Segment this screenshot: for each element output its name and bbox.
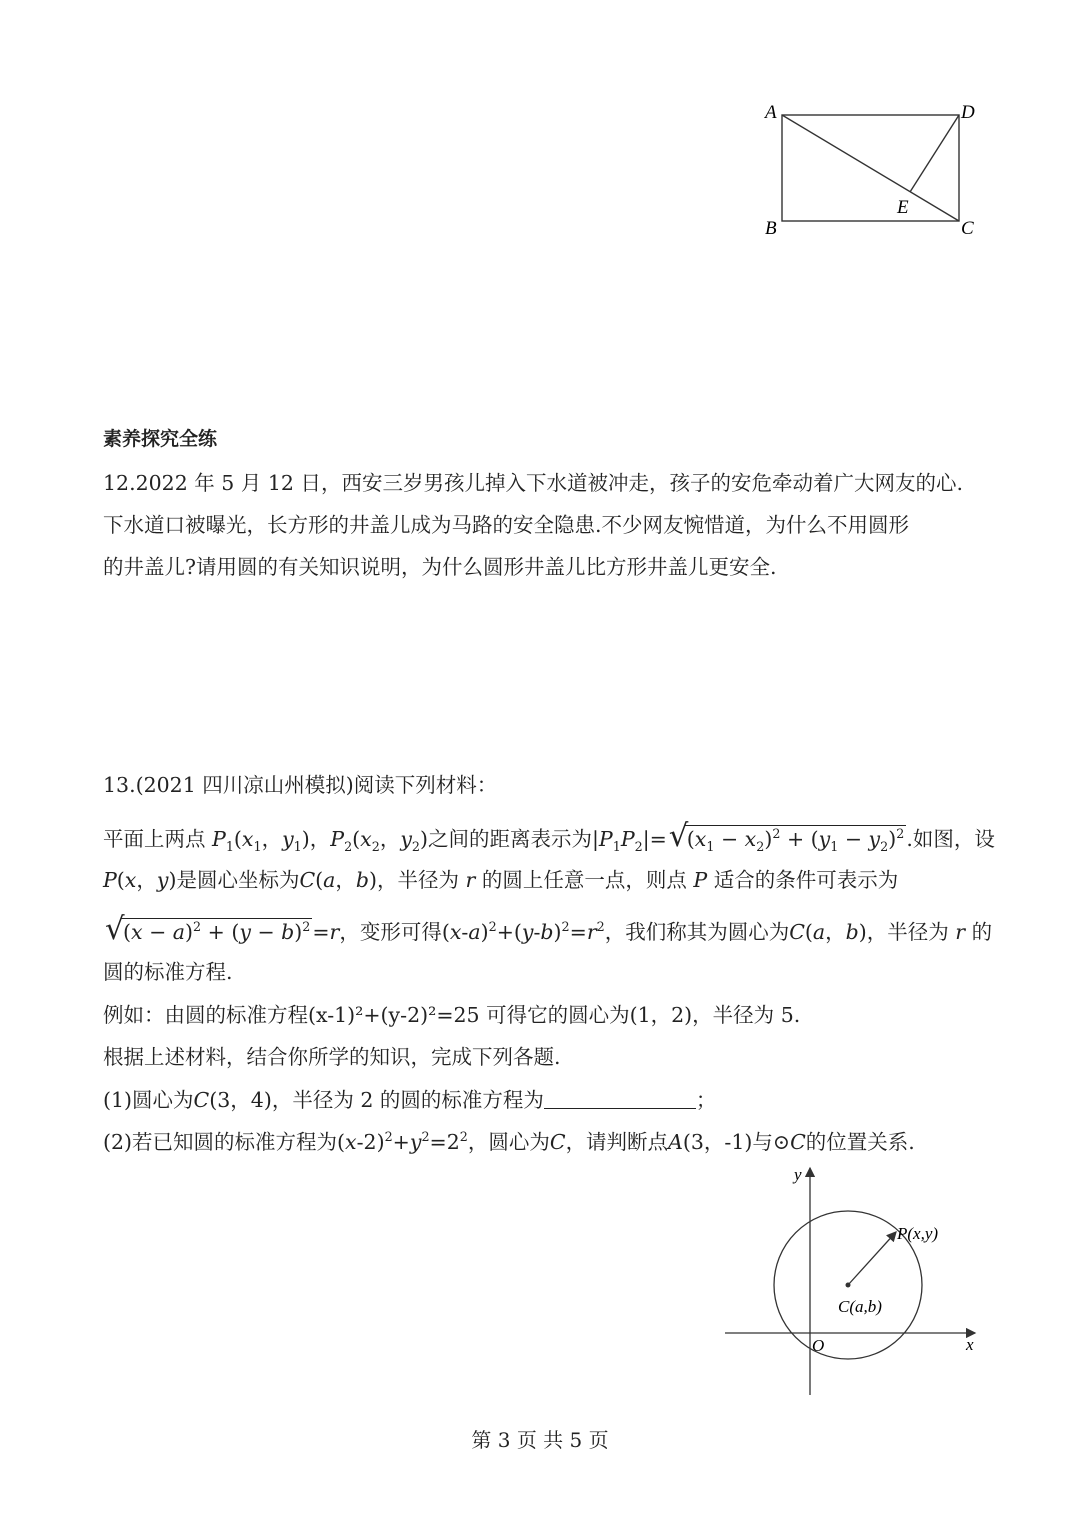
x-label: x — [966, 1335, 974, 1354]
q13-paragraph-1: 平面上两点 $P_1(x_1$，$y_1$)，$P_2(x_2$，$y_2$)之间的距离表示为$|P_1P_2|=$ √ $(x_1 - x_2)^2 + (y_1 - y_2)^2$.如图，设 — [103, 818, 995, 855]
formula-p1: $P_1(x_1$，$y_1$)，$P_2(x_2$，$y_2$) — [212, 827, 428, 855]
label-a: A — [765, 102, 777, 123]
q13-paragraph-2: P(x，y)是圆心坐标为C(a，b)，半径为 r 的圆上任意一点，则点 P 适合的条件可表示为 — [103, 868, 899, 892]
q13-sub-1: (1)圆心为C(3，4)，半径为 2 的圆的标准方程为 ； — [103, 1088, 717, 1112]
q12-line-2: 下水道口被曝光，长方形的井盖儿成为马路的安全隐患.不少网友惋惜道，为什么不用圆形 — [103, 513, 910, 537]
section-title: 素养探究全练 — [103, 428, 218, 450]
diagonal-ac — [782, 115, 959, 221]
q13-paragraph-3: √ $(x - a)^2 + (y - b)^2=r$，变形可得$(x-a)^2+(y-b)^2=r^2$，我们称其为圆心为C(a，b)，半径为 r 的 — [105, 911, 993, 947]
label-b: B — [765, 218, 777, 239]
q13-sub-2: (2)若已知圆的标准方程为$(x-2)^2+y^2=2^2$，圆心为C，请判断点A(3，-1)与⊙C的位置关系. — [103, 1129, 915, 1154]
center-dot — [846, 1283, 851, 1288]
circle-figure — [720, 1160, 990, 1400]
y-label: y — [794, 1165, 802, 1184]
answer-blank[interactable] — [544, 1090, 696, 1109]
q12-line-3: 的井盖儿?请用圆的有关知识说明，为什么圆形井盖儿比方形井盖儿更安全. — [103, 555, 777, 579]
q13-example: 例如：由圆的标准方程(x-1)²+(y-2)²=25 可得它的圆心为(1，2)，半径为 5. — [103, 1003, 801, 1027]
q13-header: 13.(2021 四川凉山州模拟)阅读下列材料： — [103, 773, 498, 797]
radius-cp — [848, 1232, 896, 1285]
segment-de — [910, 115, 959, 192]
q12-line-1: 12.2022 年 5 月 12 日，西安三岁男孩儿掉入下水道被冲走，孩子的安危牵动着广大网友的心. — [103, 471, 963, 495]
q13-paragraph-4: 圆的标准方程. — [103, 960, 233, 984]
page-footer: 第 3 页 共 5 页 — [471, 1428, 609, 1452]
label-d: D — [961, 102, 975, 123]
q13-instruction: 根据上述材料，结合你所学的知识，完成下列各题. — [103, 1045, 561, 1069]
label-e: E — [897, 197, 909, 218]
rectangle-figure — [755, 95, 985, 245]
formula-distance: $|P_1P_2|=$ √ $(x_1 - x_2)^2 + (y_1 - y_2)^2$ — [592, 818, 905, 855]
label-c: C — [961, 218, 974, 239]
center-label: C(a,b) — [838, 1297, 882, 1316]
point-p-label: P(x,y) — [897, 1224, 939, 1243]
origin-label: O — [812, 1336, 825, 1355]
formula-circle-sqrt: √ $(x - a)^2 + (y - b)^2=r$ — [105, 911, 340, 947]
